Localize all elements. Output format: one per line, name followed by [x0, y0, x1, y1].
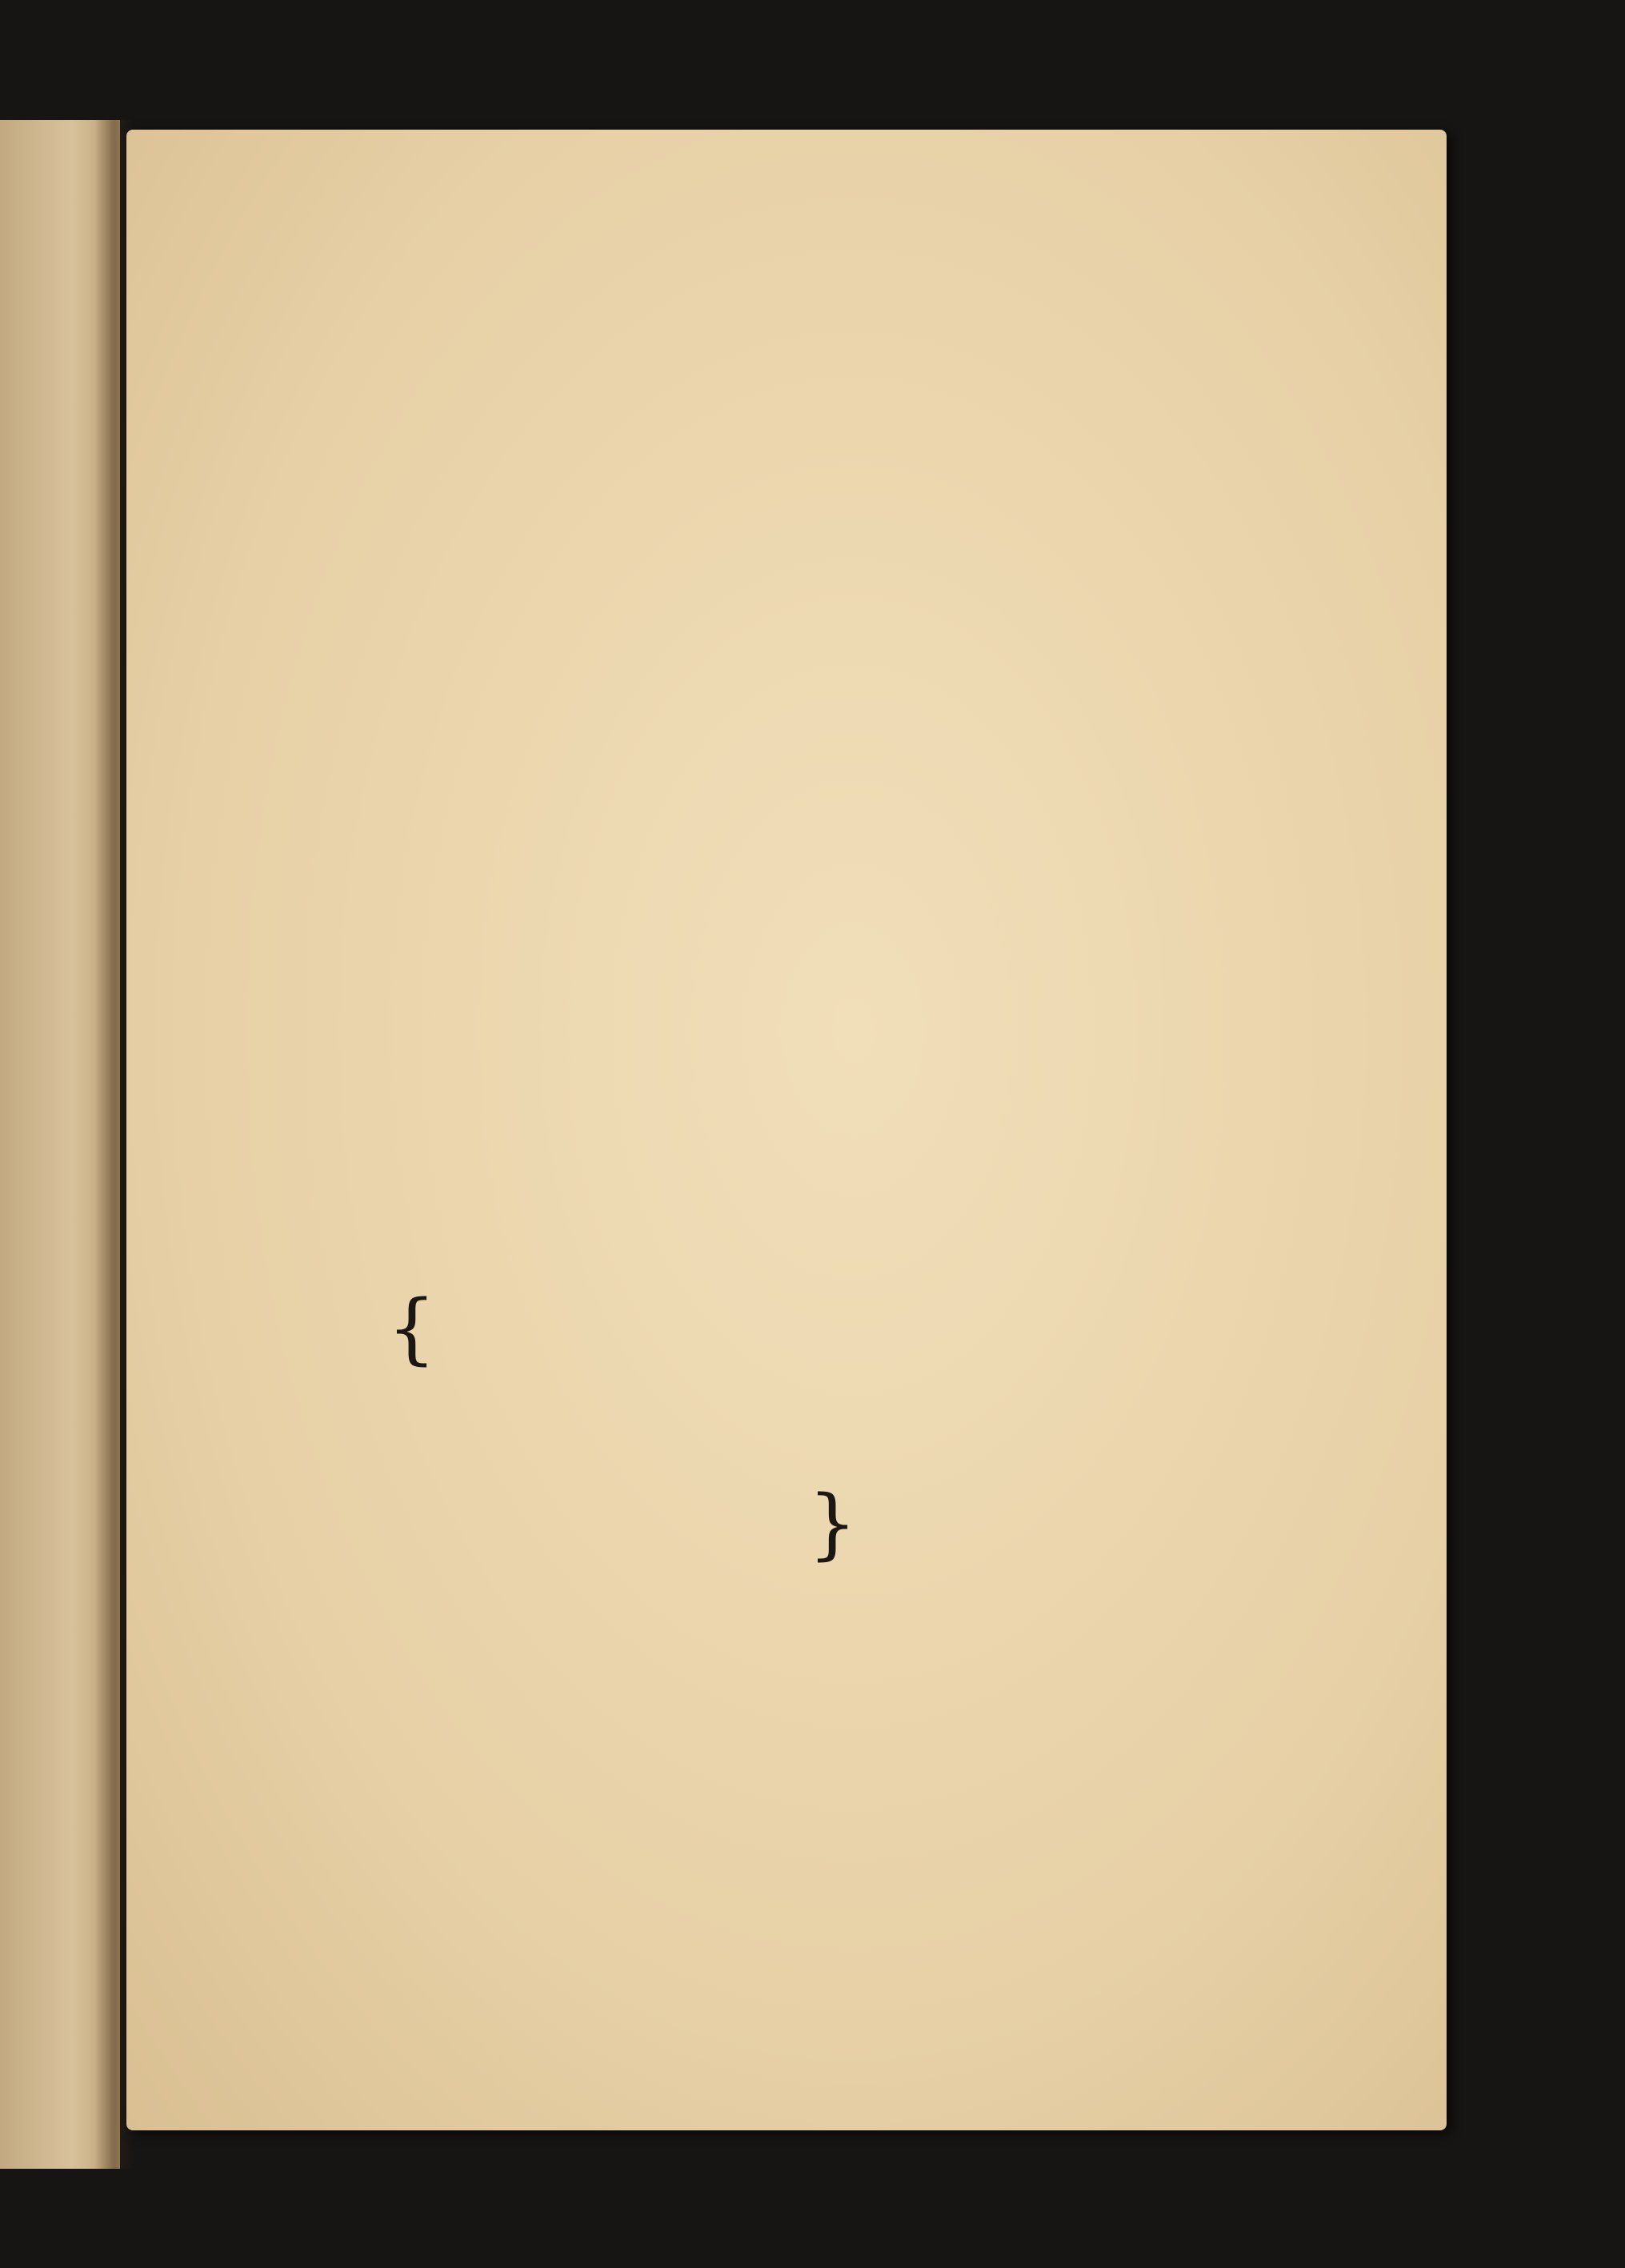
lyrics-brace: { — [387, 1284, 437, 1373]
lyrics-brace-2: } — [808, 1479, 858, 1569]
